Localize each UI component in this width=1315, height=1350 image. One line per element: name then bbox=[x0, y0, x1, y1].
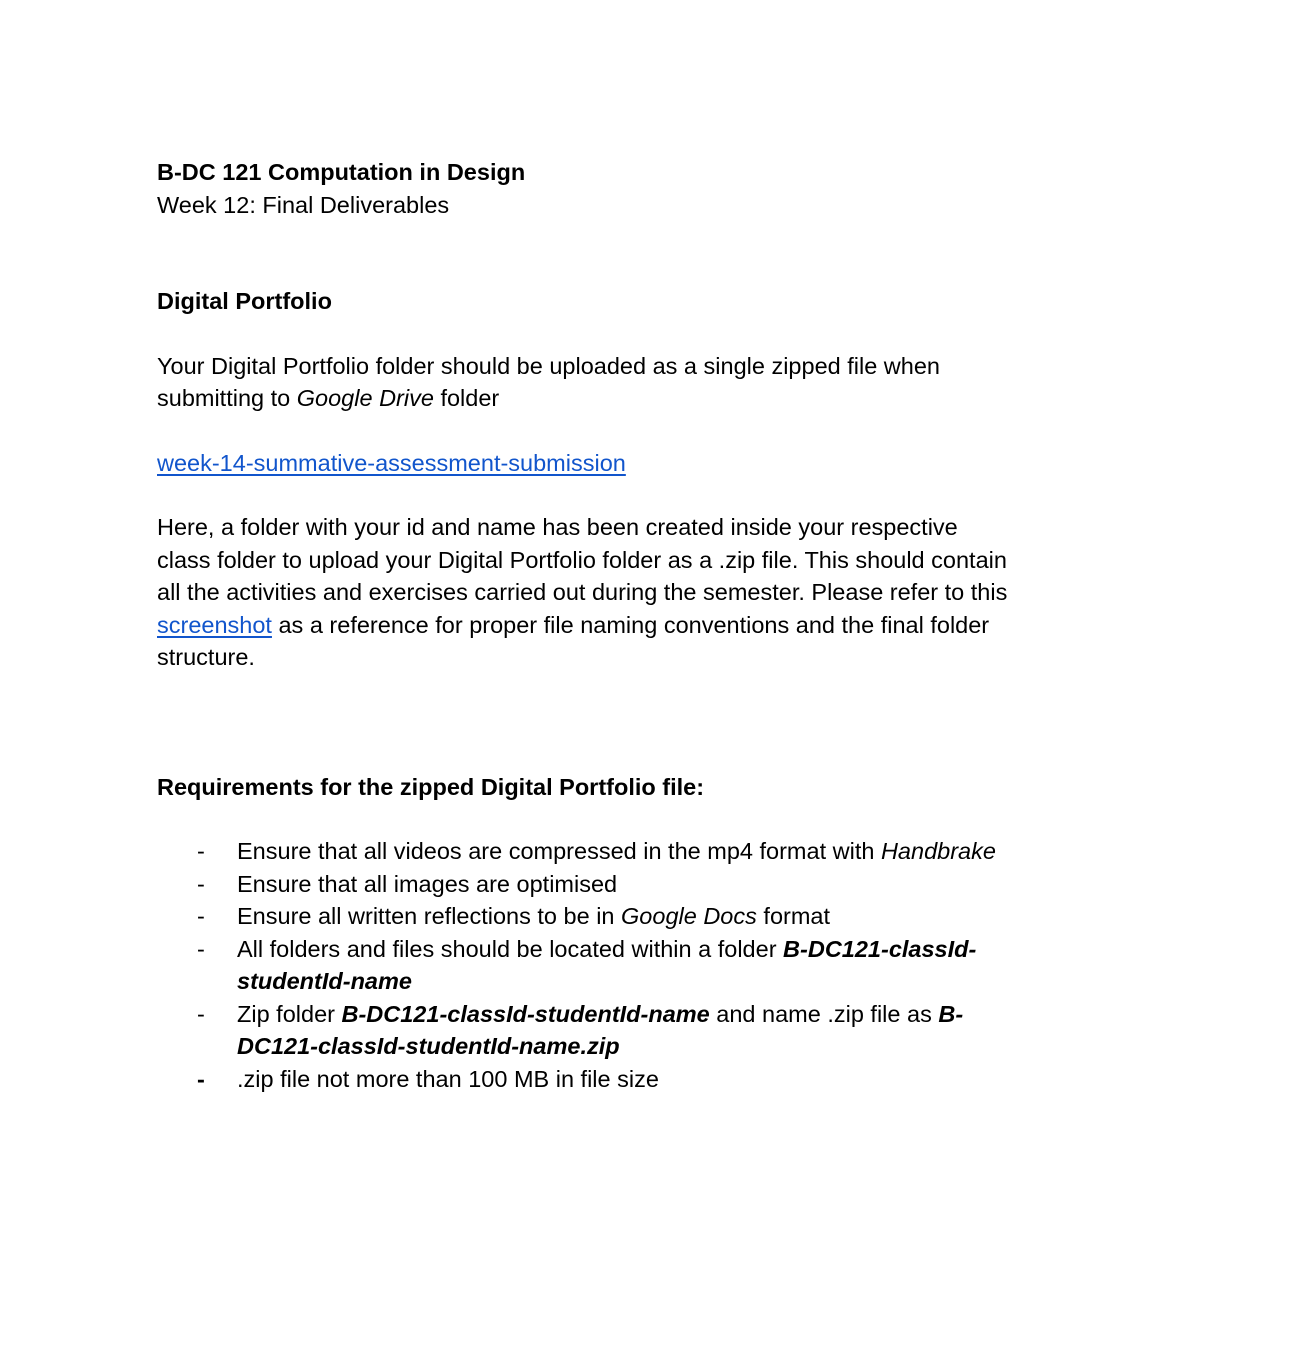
google-drive-text: Google Drive bbox=[296, 385, 434, 411]
portfolio-body-paragraph bbox=[157, 511, 1017, 674]
document-body bbox=[157, 156, 1017, 1095]
submission-link-paragraph bbox=[157, 447, 1017, 480]
portfolio-intro-paragraph bbox=[157, 350, 1017, 415]
requirements-heading: Requirements for the zipped Digital Portfolio file: bbox=[157, 773, 705, 800]
list-item bbox=[157, 998, 1017, 1063]
intro-text-part2: folder bbox=[433, 385, 500, 411]
item-text: All folders and files should be located within a folder bbox=[237, 935, 784, 962]
body-text-part2: as a reference for proper file naming conventions and the final folder structure. bbox=[157, 611, 990, 670]
google-docs-text: Google Docs bbox=[621, 903, 757, 929]
bullet-dash: - bbox=[197, 1065, 205, 1092]
list-item bbox=[157, 868, 1017, 901]
submission-folder-link[interactable]: week-14-summative-assessment-submission bbox=[157, 449, 626, 476]
item-text: .zip file not more than 100 MB in file size bbox=[237, 1065, 659, 1092]
folder-name-text: B-DC121-classId-studentId-name bbox=[237, 935, 977, 994]
item-text: Ensure that all images are optimised bbox=[237, 870, 618, 897]
bullet-dash: - bbox=[197, 870, 205, 897]
course-title: B-DC 121 Computation in Design bbox=[157, 159, 526, 185]
item-text: Ensure that all videos are compressed in the mp4 format with bbox=[237, 838, 881, 864]
list-item bbox=[157, 933, 1017, 998]
zip-file-name-text: B-DC121-classId-studentId-name.zip bbox=[237, 1000, 964, 1059]
screenshot-link[interactable]: screenshot bbox=[157, 611, 272, 638]
bullet-dash: - bbox=[197, 838, 205, 864]
body-text-part1: Here, a folder with your id and name has been created inside your respective class folder to upload your Digital Portfolio folder as a .zip file. This should contain all the activities and exercises carried out during the semester. Please refer to this bbox=[157, 514, 1008, 605]
item-suffix: format bbox=[756, 903, 831, 929]
list-item bbox=[157, 835, 1017, 868]
week-subtitle: Week 12: Final Deliverables bbox=[157, 191, 450, 218]
bullet-dash: - bbox=[197, 935, 205, 962]
list-item bbox=[157, 900, 1017, 933]
item-middle: and name .zip file as bbox=[709, 1000, 939, 1027]
bullet-dash: - bbox=[197, 1000, 205, 1027]
digital-portfolio-heading: Digital Portfolio bbox=[157, 288, 332, 314]
item-prefix: Zip folder bbox=[237, 1000, 342, 1027]
item-text: Ensure all written reflections to be in bbox=[237, 903, 622, 929]
handbrake-text: Handbrake bbox=[880, 838, 996, 864]
list-item bbox=[157, 1063, 1017, 1096]
requirements-list bbox=[157, 835, 1017, 1095]
intro-text-part1: Your Digital Portfolio folder should be uploaded as a single zipped file when submitting to bbox=[157, 352, 940, 411]
zip-folder-name-text: B-DC121-classId-studentId-name bbox=[341, 1000, 710, 1027]
bullet-dash: - bbox=[197, 903, 205, 929]
